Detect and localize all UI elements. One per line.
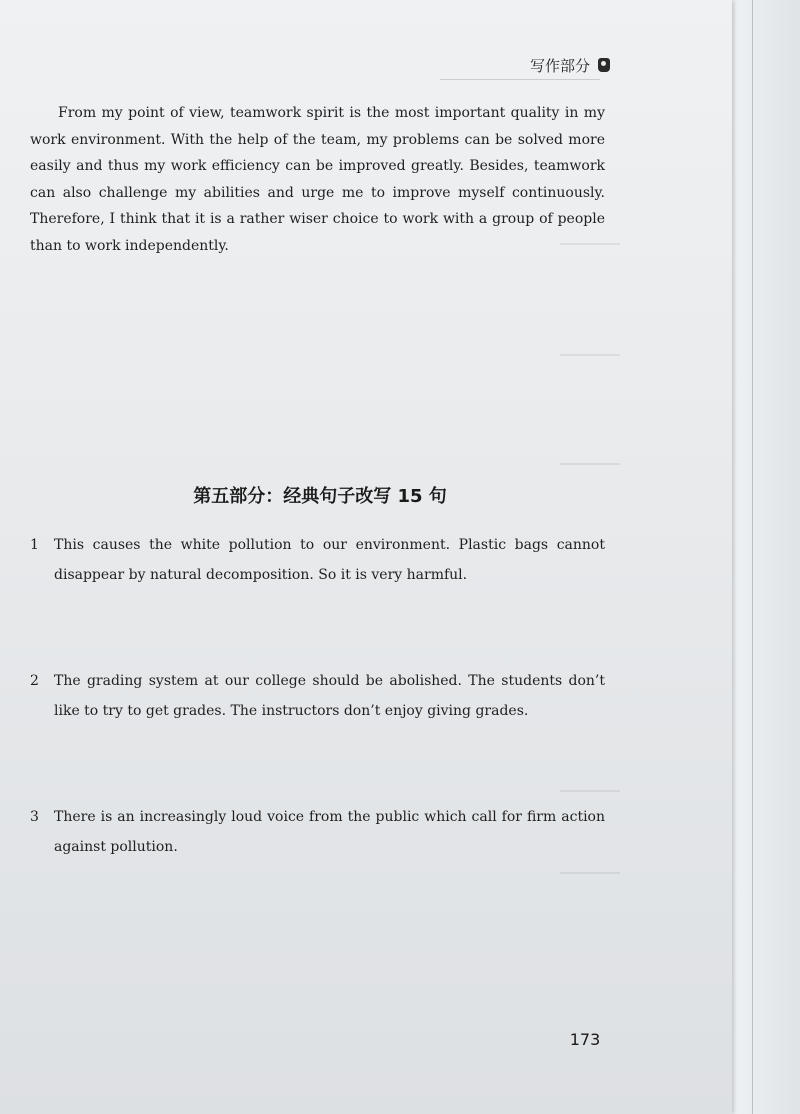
book-icon bbox=[598, 58, 610, 72]
bleed-through-line bbox=[560, 463, 620, 465]
item-number: 1 bbox=[30, 537, 39, 553]
exercise-item bbox=[30, 802, 605, 862]
header-rule bbox=[440, 79, 600, 80]
bleed-through-line bbox=[560, 790, 620, 792]
exercise-item bbox=[30, 530, 605, 590]
item-number: 2 bbox=[30, 673, 39, 689]
exercise-item bbox=[30, 666, 605, 726]
item-text: There is an increasingly loud voice from the public which call for firm action against pollution. bbox=[54, 809, 605, 855]
item-number: 3 bbox=[30, 809, 39, 825]
running-header bbox=[470, 52, 610, 78]
item-text: This causes the white pollution to our environment. Plastic bags cannot disappear by natural decomposition. So it is very harmful. bbox=[54, 537, 605, 583]
bleed-through-line bbox=[560, 354, 620, 356]
essay-paragraph: From my point of view, teamwork spirit is the most important quality in my work environment. With the help of the team, my problems can be solved more easily and thus my work efficiency can be improved greatly. Besides, teamwork can also challenge my abilities and urge me to improve myself continuously. Therefore, I think that it is a rather wiser choice to work with a group of people than to work independently. bbox=[30, 105, 605, 254]
item-text: The grading system at our college should be abolished. The students don’t like to try to get grades. The instructors don’t enjoy giving grades. bbox=[54, 673, 605, 719]
page-number: 173 bbox=[569, 1030, 601, 1049]
section-title: 第五部分：经典句子改写 15 句 bbox=[193, 486, 447, 507]
page-edge bbox=[752, 0, 753, 1114]
bleed-through-line bbox=[560, 243, 620, 245]
section-label: 写作部分 bbox=[529, 56, 590, 75]
bleed-through-line bbox=[560, 872, 620, 874]
